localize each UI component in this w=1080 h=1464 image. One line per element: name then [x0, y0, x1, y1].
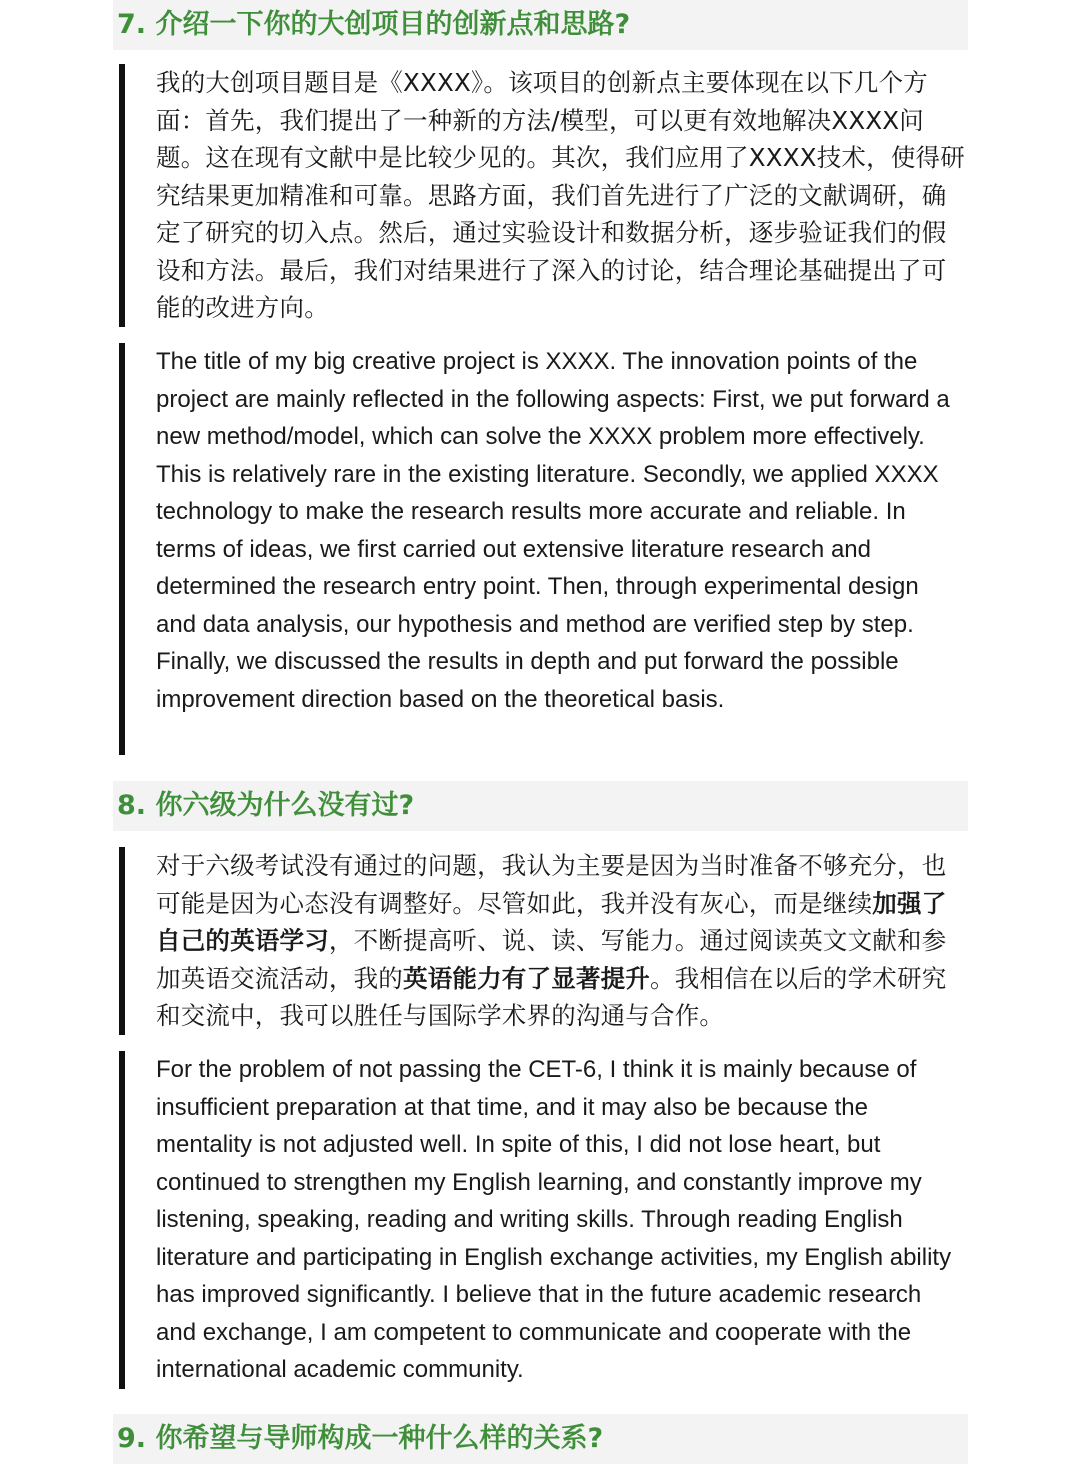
section-7-answer-en: [119, 343, 969, 755]
answer-cn-text: 我的大创项目题目是《XXXX》。该项目的创新点主要体现在以下几个方面：首先，我们提出了一种新的方法/模型，可以更有效地解决XXXX问题。这在现有文献中是比较少见的。其次，我们应用了XXXX技术，使得研究结果更加精准和可靠。思路方面，我们首先进行了广泛的文献调研，确定了研究的切入点。然后，通过实验设计和数据分析，逐步验证我们的假设和方法。最后，我们对结果进行了深入的讨论，结合理论基础提出了可能的改进方向。: [156, 68, 965, 322]
answer-en-text: The title of my big creative project is XXXX. The innovation points of the project are mainly reflected in the following aspects: First, we put forward a new method/model, which can solve the XXXX problem more effectively. This is relatively rare in the existing literature. Secondly, we applied XXXX technology to make the research results more accurate and reliable. In terms of ideas, we first carried out extensive literature research and determined the research entry point. Then, through experimental design and data analysis, our hypothesis and method are verified step by step. Finally, we discussed the results in depth and put forward the possible improvement direction based on the theoretical basis.: [156, 348, 950, 713]
answer-cn-text: [156, 847, 965, 1035]
section-9-heading: 9. 你希望与导师构成一种什么样的关系?: [113, 1414, 968, 1464]
cn-text-part: 对于六级考试没有通过的问题，我认为主要是因为当时准备不够充分，也可能是因为心态没有调整好。尽管如此，我并没有灰心，而是继续: [156, 851, 947, 918]
section-8-heading: 8. 你六级为什么没有过?: [113, 781, 968, 831]
section-8-answer-en: [119, 1051, 969, 1389]
cn-text-part: ，不断提高听、说、读、写能力。通过阅读英文文献和参加英语交流活动，我的: [156, 926, 947, 993]
answer-en-text: For the problem of not passing the CET-6, I think it is mainly because of insufficient preparation at that time, and it may also be because the mentality is not adjusted well. In spite of this, I did not lose heart, but continued to strengthen my English learning, and constantly improve my listening, speaking, reading and writing skills. Through reading English literature and participating in English exchange activities, my English ability has improved significantly. I believe that in the future academic research and exchange, I am competent to communicate and cooperate with the international academic community.: [156, 1056, 952, 1383]
cn-bold-text: 英语能力有了显著提升: [403, 963, 650, 993]
section-7-answer-cn: [119, 64, 969, 327]
cn-text-part: 。我相信在以后的学术研究和交流中，我可以胜任与国际学术界的沟通与合作。: [156, 963, 947, 1030]
section-8-answer-cn: [119, 847, 969, 1035]
section-7-heading: 7. 介绍一下你的大创项目的创新点和思路?: [113, 0, 968, 50]
cn-bold-text: 加强了自己的英语学习: [156, 888, 947, 955]
